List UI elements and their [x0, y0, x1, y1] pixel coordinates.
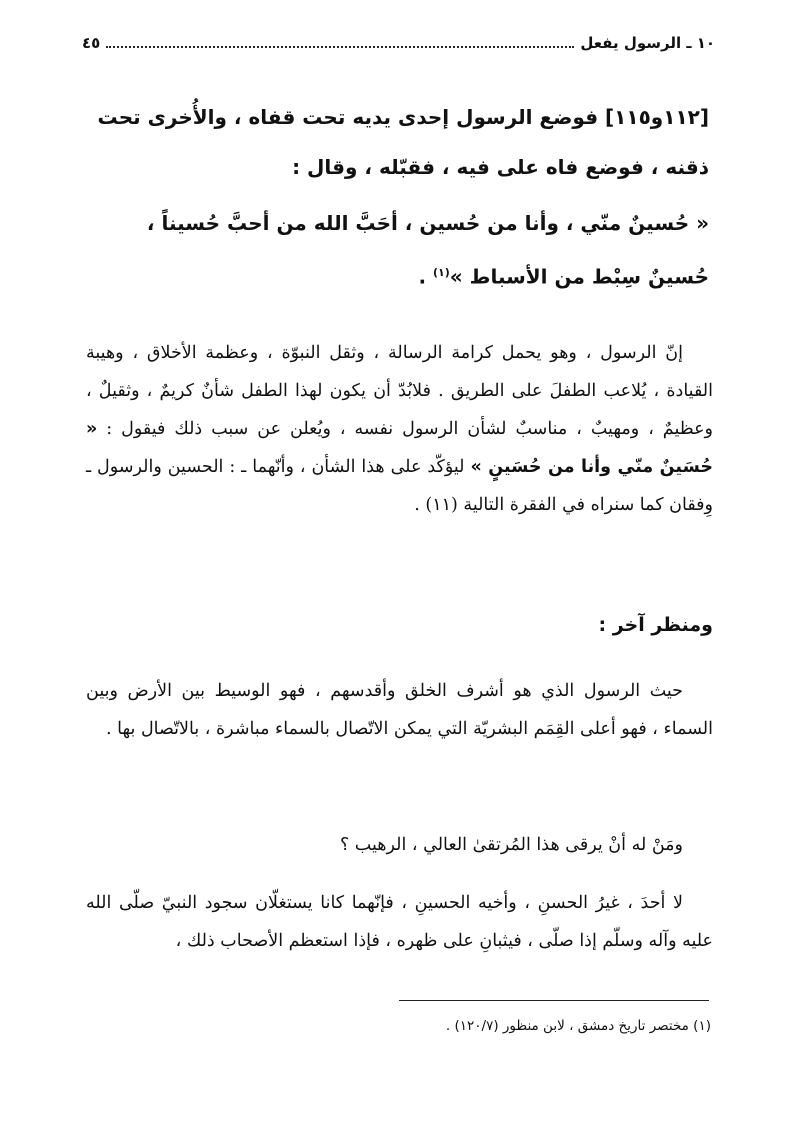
section-subheading: ومنظر آخر : [598, 614, 713, 636]
paragraph-1 [86, 334, 713, 524]
quote-end: . [418, 264, 434, 289]
footnote-divider [399, 1000, 709, 1001]
paragraph-4-text: لا أحدَ ، غيرُ الحسنِ ، وأخيه الحسينِ ، فإنّهما كانا يستغلّان سجود النبيّ صلّى الله عليه وآله وسلّم إذا صلّى ، فيثبانِ على ظهره ، فإذا استعظم الأصحاب ذلك ، [86, 893, 713, 951]
paragraph-1-bold-quote: « حُسَينٌ منّي وأنا من حُسَينٍ » [86, 419, 713, 477]
paragraph-1-before: إنّ الرسول ، وهو يحمل كرامة الرسالة ، وثقل النبوّة ، وعظمة الأخلاق ، وهيبة القيادة ، يُلاعب الطفلَ على الطريق . فلابُدّ أن يكون لهذا الطفل شأنٌ كريمٌ ، وثقيلٌ ، وعظيمٌ ، ومهيبٌ ، مناسبٌ لشأن الرسول نفسه ، ويُعلن عن سبب ذلك فيقول : [86, 343, 713, 439]
paragraph-2 [86, 672, 713, 748]
chapter-title: ١٠ ـ الرسول يفعل [580, 34, 715, 52]
hadith-text: « حُسينٌ منّي ، وأنا من حُسين ، أحَبَّ الله من أحبَّ حُسيناً ، حُسينٌ سِبْط من الأسباط » [146, 211, 709, 289]
footnote-marker: (١) [433, 266, 450, 279]
paragraph-3 [86, 826, 713, 864]
paragraph-3-text: ومَنْ له أنْ يرقى هذا المُرتقىٰ العالي ، الرهيب ؟ [339, 835, 683, 855]
running-header [82, 34, 715, 60]
paragraph-4 [86, 884, 713, 960]
dot-leader [106, 46, 574, 48]
paragraph-1-text [86, 334, 713, 524]
quote-block [86, 92, 709, 302]
paragraph-2-text: حيث الرسول الذي هو أشرف الخلق وأقدسهم ، فهو الوسيط بين الأرض وبين السماء ، فهو أعلى القِمَم البشريّة التي يمكن الاتّصال بالسماء مباشرة ، بالاتّصال بها . [86, 681, 713, 739]
footnote: (١) مختصر تاريخ دمشق ، لابن منظور (١٢٠/٧) . [445, 1018, 711, 1034]
hadith-quote [86, 198, 709, 302]
paragraph-1-after: ليؤكّد على هذا الشأن ، وأنّهما ـ : الحسين والرسول ـ وِفقان كما سنراه في الفقرة التالية (١١) . [86, 457, 713, 515]
page-number: ٤٥ [82, 34, 101, 52]
quote-intro: [١١٢و١١٥] فوضع الرسول إحدى يديه تحت قفاه ، والأُخرى تحت ذقنه ، فوضع فاه على فيه ، فقبّله ، وقال : [97, 105, 709, 179]
